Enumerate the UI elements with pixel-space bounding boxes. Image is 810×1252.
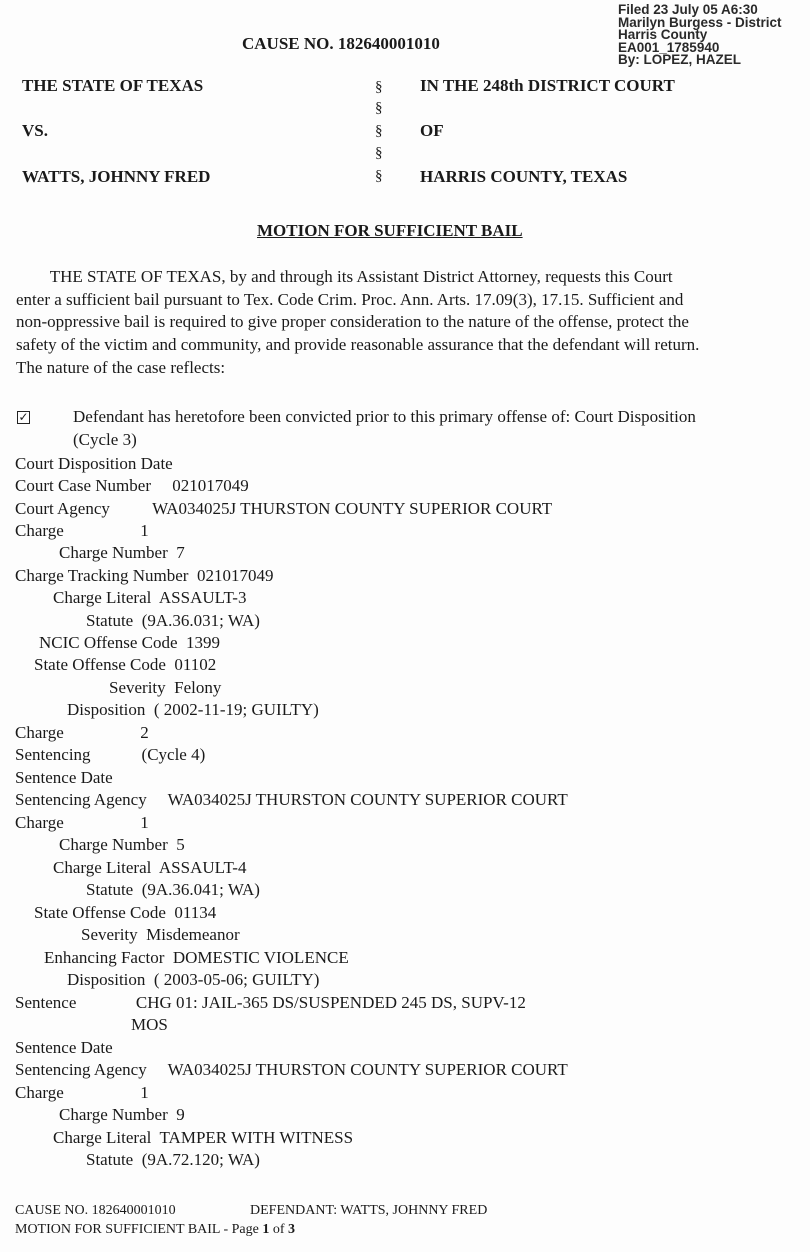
- caption-defendant: WATTS, JOHNNY FRED: [22, 167, 211, 186]
- document-title: MOTION FOR SUFFICIENT BAIL: [257, 221, 523, 240]
- footer-page-label: MOTION FOR SUFFICIENT BAIL - Page: [15, 1222, 263, 1237]
- stamp-county: Harris County: [618, 27, 708, 42]
- record-line: Court Case Number 021017049: [15, 476, 249, 495]
- footer-page-indicator: [15, 1221, 295, 1239]
- prior-conviction-checkbox: ✓: [18, 410, 29, 424]
- stamp-envelope: EA001_1785940: [618, 39, 720, 55]
- check-text-line2: (Cycle 3): [73, 430, 137, 449]
- intro-line: non-oppressive bail is required to give proper consideration to the nature of the offense, protect the: [16, 312, 689, 332]
- record-line: Severity Misdemeanor: [81, 925, 240, 944]
- caption-county: HARRIS COUNTY, TEXAS: [420, 167, 628, 186]
- record-line: Severity Felony: [109, 678, 222, 697]
- record-line: Disposition ( 2002-11-19; GUILTY): [67, 700, 319, 719]
- record-line: MOS: [131, 1015, 168, 1034]
- record-line: Sentencing (Cycle 4): [15, 745, 206, 764]
- intro-line: enter a sufficient bail pursuant to Tex. Code Crim. Proc. Ann. Arts. 17.09(3), 17.15. Sufficient and: [16, 289, 684, 309]
- section-mark: §: [375, 168, 383, 184]
- record-line: Statute (9A.36.041; WA): [86, 880, 260, 899]
- caption-of: OF: [420, 121, 444, 140]
- record-line: Charge 2: [15, 723, 149, 742]
- footer-cause-number: CAUSE NO. 182640001010: [15, 1203, 176, 1218]
- record-line: Sentencing Agency WA034025J THURSTON COUNTY SUPERIOR COURT: [15, 1060, 568, 1079]
- record-line: Charge Literal ASSAULT-4: [53, 858, 247, 877]
- record-line: Charge 1: [15, 1083, 149, 1102]
- record-line: Charge Number 5: [59, 835, 185, 854]
- caption-court: IN THE 248th DISTRICT COURT: [420, 76, 675, 95]
- record-line: Disposition ( 2003-05-06; GUILTY): [67, 970, 320, 989]
- check-text-line1: Defendant has heretofore been convicted prior to this primary offense of: Court Disposition: [73, 407, 696, 426]
- record-line: Enhancing Factor DOMESTIC VIOLENCE: [44, 948, 349, 967]
- record-line: NCIC Offense Code 1399: [39, 633, 220, 652]
- stamp-clerk: Marilyn Burgess - District: [618, 14, 782, 30]
- record-line: Sentencing Agency WA034025J THURSTON COUNTY SUPERIOR COURT: [15, 790, 568, 809]
- record-line: Court Disposition Date: [15, 454, 173, 473]
- caption-vs: VS.: [22, 121, 48, 140]
- intro-line: THE STATE OF TEXAS, by and through its Assistant District Attorney, requests this Court: [16, 267, 673, 286]
- filing-stamp: [618, 4, 810, 67]
- footer-page-of: of: [269, 1222, 289, 1237]
- section-mark: §: [375, 123, 383, 139]
- stamp-filed-date: Filed 23 July 05 A6:30: [618, 2, 758, 17]
- footer-page-total: 3: [288, 1222, 296, 1237]
- section-mark: §: [375, 145, 383, 161]
- intro-line: safety of the victim and community, and provide reasonable assurance that the defendant will return.: [16, 335, 700, 355]
- section-mark: §: [375, 100, 383, 116]
- record-line: Sentence CHG 01: JAIL-365 DS/SUSPENDED 245 DS, SUPV-12: [15, 993, 526, 1012]
- section-mark: §: [375, 79, 383, 95]
- footer-page-number: 1: [262, 1222, 270, 1237]
- record-line: Charge 1: [15, 521, 149, 540]
- record-line: Charge Literal ASSAULT-3: [53, 588, 247, 607]
- record-line: Sentence Date: [15, 768, 113, 787]
- intro-line: The nature of the case reflects:: [16, 357, 226, 377]
- intro-paragraph: [16, 266, 806, 380]
- caption-plaintiff: THE STATE OF TEXAS: [22, 76, 204, 95]
- record-line: Charge Literal TAMPER WITH WITNESS: [53, 1128, 354, 1147]
- footer-defendant: DEFENDANT: WATTS, JOHNNY FRED: [250, 1203, 488, 1218]
- cause-number: CAUSE NO. 182640001010: [242, 34, 440, 53]
- record-line: State Offense Code 01134: [34, 903, 217, 922]
- record-line: Sentence Date: [15, 1038, 113, 1057]
- record-line: Charge Number 9: [59, 1105, 185, 1124]
- record-line: Charge Tracking Number 021017049: [15, 566, 274, 585]
- record-line: Statute (9A.72.120; WA): [86, 1150, 260, 1169]
- record-line: Court Agency WA034025J THURSTON COUNTY SUPERIOR COURT: [15, 499, 553, 518]
- record-line: Charge 1: [15, 813, 149, 832]
- record-line: Statute (9A.36.031; WA): [86, 611, 260, 630]
- record-line: Charge Number 7: [59, 543, 185, 562]
- stamp-by: By: LOPEZ, HAZEL: [618, 52, 742, 67]
- record-line: State Offense Code 01102: [34, 655, 217, 674]
